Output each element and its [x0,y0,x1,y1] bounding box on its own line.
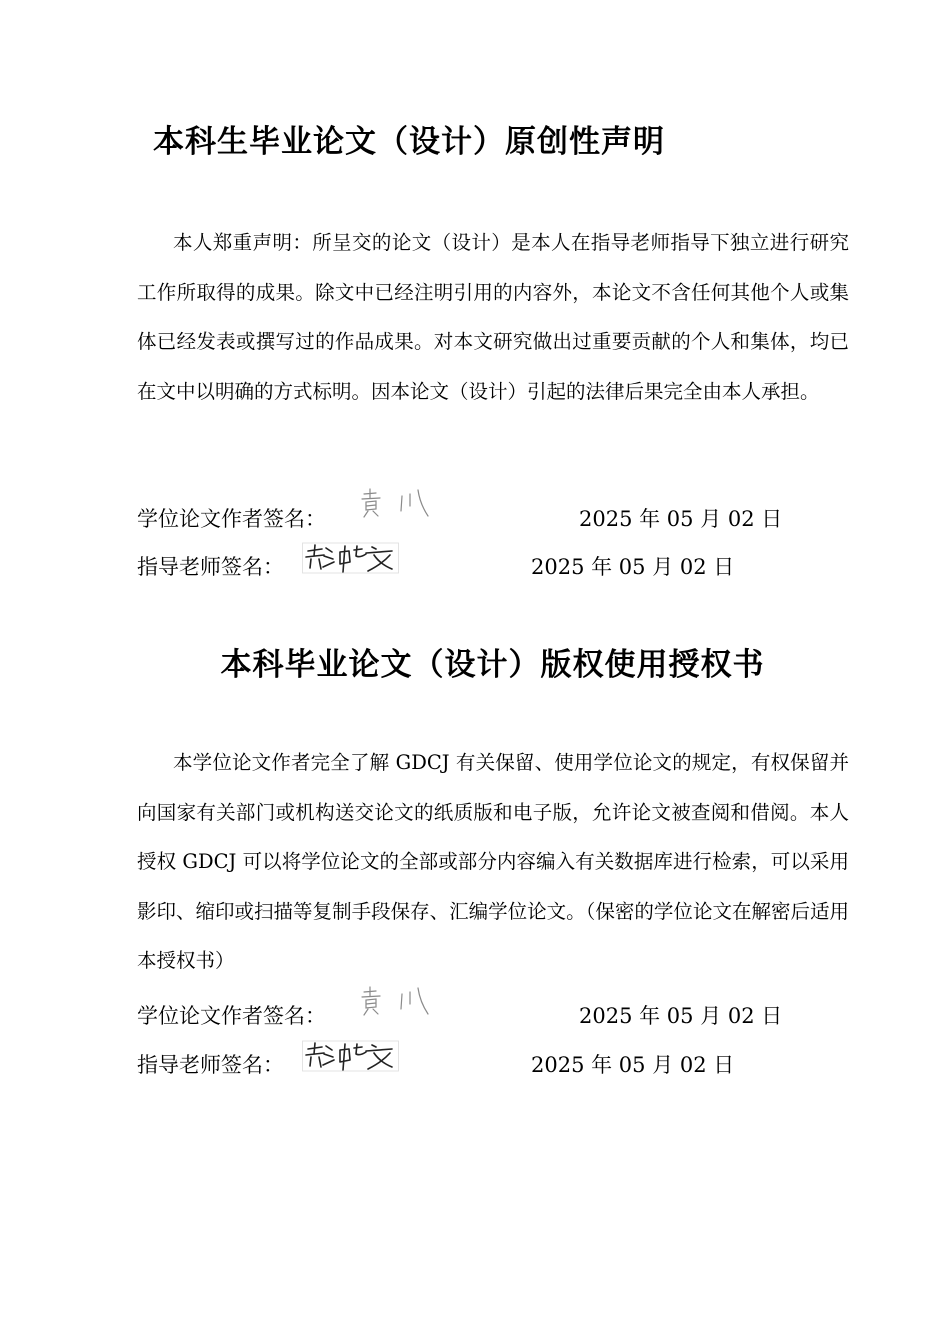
declaration-title: 本科生毕业论文（设计）原创性声明 [153,124,665,160]
authorization-author-date: 2025 年 05 月 02 日 [579,1004,783,1028]
declaration-author-date: 2025 年 05 月 02 日 [579,507,783,531]
supervisor-signature-image [302,542,400,576]
supervisor-signature-image [302,1040,400,1074]
declaration-supervisor-label: 指导老师签名： [137,555,284,579]
declaration-author-label: 学位论文作者签名： [137,507,326,531]
authorization-body: 本学位论文作者完全了解 GDCJ 有关保留、使用学位论文的规定，有权保留并向国家有关部门或机构送交论文的纸质版和电子版，允许论文被查阅和借阅。本人授权 GDCJ 可以将学位论文的全部或部分内容编入有关数据库进行检索，可以采用影印、缩印或扫描等复制手段保存、汇编学位论文。（保密的学位论文在解密后适用本授权书） [137,751,849,972]
authorization-supervisor-label: 指导老师签名： [137,1053,284,1077]
author-signature-image [358,984,433,1024]
authorization-supervisor-date: 2025 年 05 月 02 日 [531,1053,735,1077]
authorization-author-label: 学位论文作者签名： [137,1004,326,1028]
declaration-body: 本人郑重声明：所呈交的论文（设计）是本人在指导老师指导下独立进行研究工作所取得的成果。除文中已经注明引用的内容外，本论文不含任何其他个人或集体已经发表或撰写过的作品成果。对本文研究做出过重要贡献的个人和集体，均已在文中以明确的方式标明。因本论文（设计）引起的法律后果完全由本人承担。 [137,231,849,403]
authorization-title: 本科毕业论文（设计）版权使用授权书 [220,647,765,683]
declaration-supervisor-date: 2025 年 05 月 02 日 [531,555,735,579]
author-signature-image [358,486,433,526]
